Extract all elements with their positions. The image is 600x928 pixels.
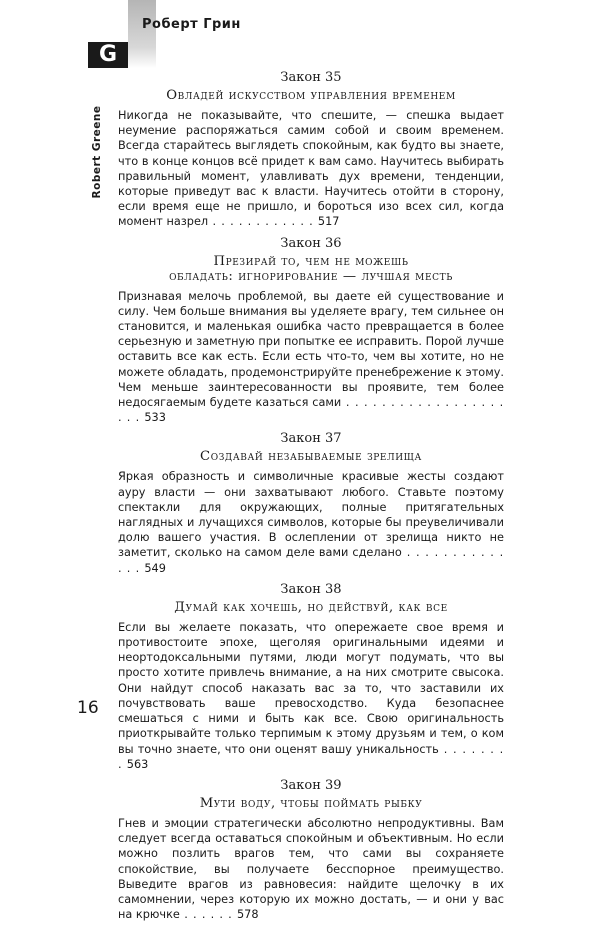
law-entry-39 xyxy=(118,778,504,922)
law-page-ref[interactable]: 563 xyxy=(126,757,149,771)
law-title xyxy=(118,88,504,103)
law-summary-text: Признавая мелочь проблемой, вы даете ей существование и силу. Чем больше внимания вы уделяете врагу, тем сильнее он становится, и маленькая ошибка часто превращается в более серьезную и заметную при попытке ее исправить. Порой лучше оставить все как есть. Если есть что-то, чем вы хотите, но не можете обладать, продемонстрируйте пренебрежение к этому. Чем меньше заинтересованности вы проявите, тем более недосягаемым будете казаться сами xyxy=(118,289,504,410)
law-title xyxy=(118,600,504,615)
law-title-line: Мути воду, чтобы поймать рыбку xyxy=(199,795,423,811)
law-summary-text: Никогда не показывайте, что спешите, — спешка выдает неумение распоряжаться самим собой и своим временем. Всегда старайтесь выглядеть спокойным, как будто вы знаете, что в конце концов всё придет к вам само. Научитесь выбирать правильный момент, улавливать дух времени, тенденции, которые приведут вас к власти. Научитесь отойти в сторону, если время еще не пришло, и бороться изо всех сил, когда момент назрел xyxy=(118,109,504,229)
law-title-line: Презирай то, чем не можешь xyxy=(213,253,409,269)
law-summary xyxy=(118,289,504,426)
leader-dots: . . . . . . . . . . . . xyxy=(208,215,318,229)
law-title-line: Думай как хочешь, но действуй, как все xyxy=(174,599,448,615)
leader-dots: . . . . . . . . xyxy=(118,742,504,771)
law-number: Закон 36 xyxy=(280,235,342,251)
law-entry-37 xyxy=(118,431,504,575)
law-entry-35 xyxy=(118,70,504,230)
law-title xyxy=(118,254,504,284)
law-summary xyxy=(118,469,504,575)
law-page-ref[interactable]: 578 xyxy=(236,908,259,922)
law-number: Закон 37 xyxy=(280,431,342,447)
law-number: Закон 39 xyxy=(280,777,342,793)
header-shade-bar xyxy=(128,0,156,68)
page-number: 16 xyxy=(77,698,99,718)
law-summary xyxy=(118,108,504,230)
law-page-ref[interactable]: 549 xyxy=(144,561,166,575)
law-summary xyxy=(118,620,504,772)
vertical-author-name: Robert Greene xyxy=(91,105,103,199)
law-page-ref[interactable]: 533 xyxy=(144,411,166,425)
law-title-line: Овладей искусством управления временем xyxy=(166,88,456,103)
author-logo-mark: G xyxy=(88,42,128,68)
law-number: Закон 35 xyxy=(280,70,342,85)
law-title-line: Создавай незабываемые зрелища xyxy=(200,449,422,465)
leader-dots: . . . . . . . . . . . . . . . . . . . . . xyxy=(118,396,505,425)
law-summary xyxy=(118,816,504,922)
law-summary-text: Гнев и эмоции стратегически абсолютно непродуктивны. Вам следует всегда оставаться спокойным и объективным. Но если можно позлить врагов тем, что сами вы сохраняете спокойствие, вы получаете бесспорное преимущество. Выведите врагов из равновесия: найдите щелочку в их самомнении, через которую их можно достать, — и они у вас на крючке xyxy=(118,816,504,922)
leader-dots: . . . . . . . . . . . . . . xyxy=(118,546,504,575)
table-of-contents xyxy=(118,70,504,928)
law-entry-36 xyxy=(118,236,504,426)
law-page-ref[interactable]: 517 xyxy=(317,215,340,229)
law-summary-text: Если вы желаете показать, что опережаете свое время и противостоите эпохе, щеголяя оригинальными идеями и неортодоксальными путями, люди могут подумать, что вы просто хотите привлечь внимание, а на них смотрите свысока. Они найдут способ наказать вас за то, что заставили их почувствовать ваше превосходство. Куда безопаснее смешаться с ними и быть как все. Свою оригинальность приоткрывайте только терпимым к этому друзьям и тем, о ком вы точно знаете, что они оценят вашу уникальность xyxy=(118,620,504,756)
law-summary-text: Яркая образность и символичные красивые жесты создают ауру власти — они захватывают любого. Ставьте поэтому спектакли для окружающих, полные притягательных наглядных и лучащихся символов, которые бы преувеличивали долю вашего участия. В ослеплении от зрелища никто не заметит, сколько на самом деле вами сделано xyxy=(118,470,504,560)
law-title xyxy=(118,796,504,811)
running-head-title: Роберт Грин xyxy=(142,17,241,32)
law-number: Закон 38 xyxy=(280,581,342,597)
law-title-line: обладать: игнорирование — лучшая месть xyxy=(169,268,453,284)
leader-dots: . . . . . . xyxy=(179,908,237,922)
law-entry-38 xyxy=(118,582,504,772)
law-title xyxy=(118,449,504,464)
